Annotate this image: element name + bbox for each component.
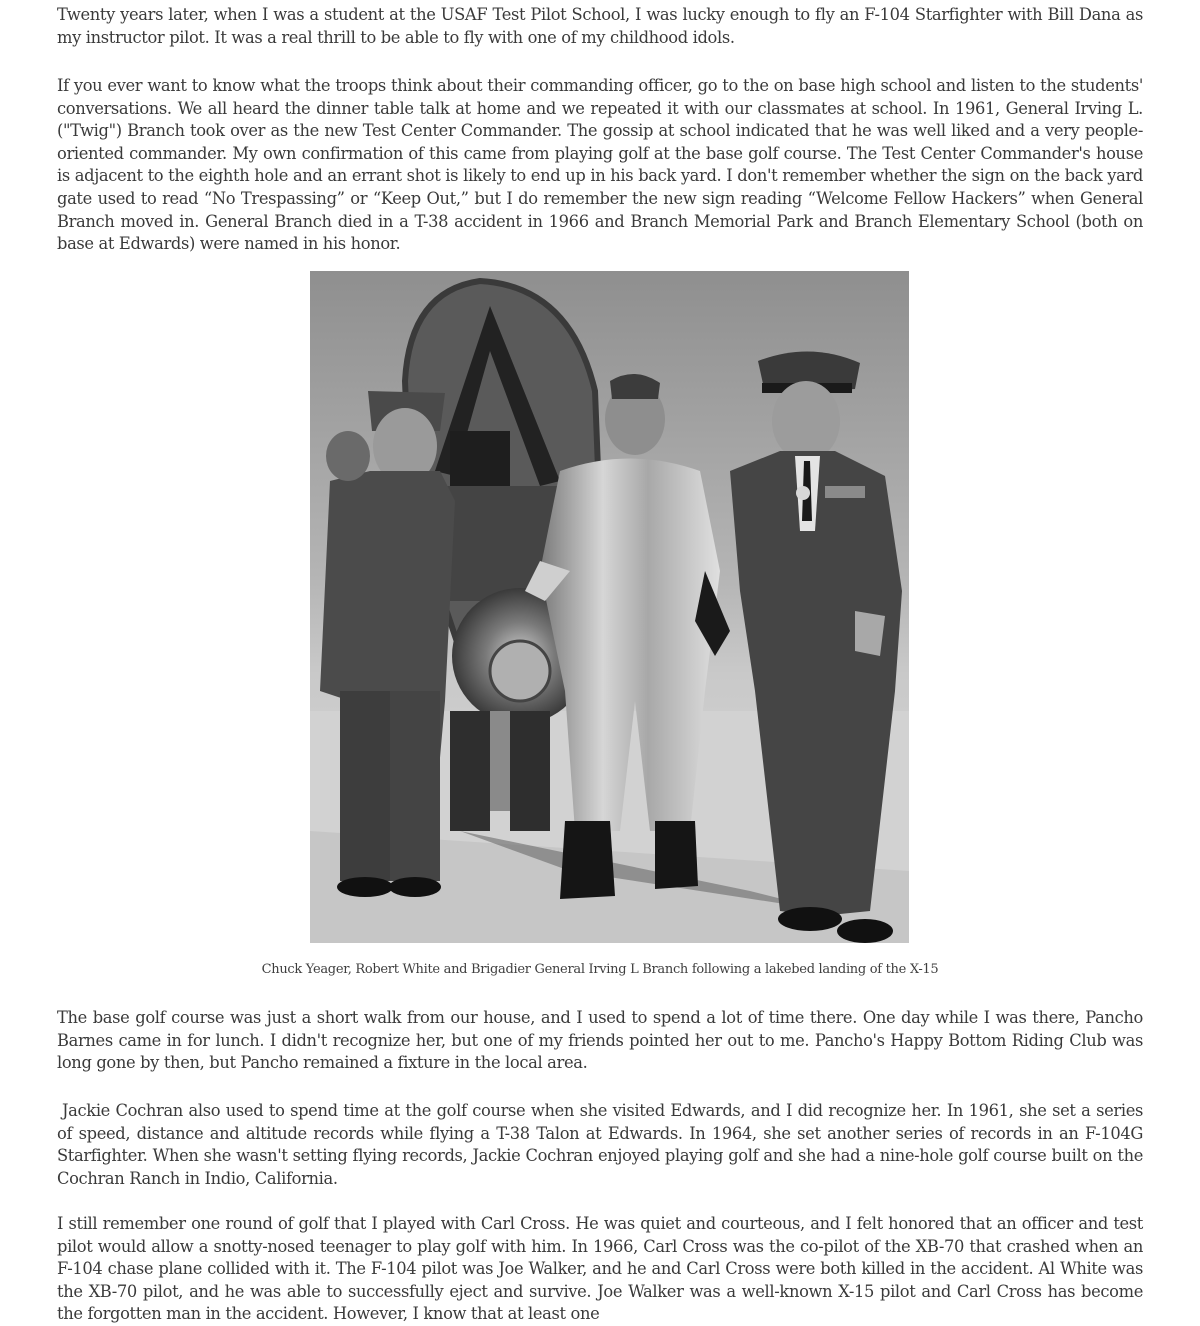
paragraph-general-branch: If you ever want to know what the troops think about their commanding officer, go to the on base high school and listen to the students' conversations. We all heard the dinner table talk at home and we repeated it with our classmates at school. In 1961, General Irving L. ("Twig") Branch took over as the new Test Center Commander. The gossip at school indicated that he was well liked and a very people-oriented commander. My own confirmation of this came from playing golf at the base golf course. The Test Center Commander's house is adjacent to the eighth hole and an errant shot is likely to end up in his back yard. I don't remember whether the sign on the back yard gate used to read “No Trespassing” or “Keep Out,” but I do remember the new sign reading “Welcome Fellow Hackers” when General Branch moved in. General Branch died in a T-38 accident in 1966 and Branch Memorial Park and Branch Elementary School (both on base at Edwards) were named in his honor. [57,76,1143,254]
photo-yeager-white-branch-x15 [310,271,909,943]
paragraph-pancho-barnes: The base golf course was just a short walk from our house, and I used to spend a lot of time there. One day while I was there, Pancho Barnes came in for lunch. I didn't recognize her, but one of my friends pointed her out to me. Pancho's Happy Bottom Riding Club was long gone by then, but Pancho remained a fixture in the local area. [57,1008,1143,1073]
paragraph-test-pilot-school: Twenty years later, when I was a student at the USAF Test Pilot School, I was lucky enough to fly an F-104 Starfighter with Bill Dana as my instructor pilot. It was a real thrill to be able to fly with one of my childhood idols. [57,5,1143,47]
photo-image [310,271,909,943]
paragraph-jackie-cochran: Jackie Cochran also used to spend time at the golf course when she visited Edwards, and I did recognize her. In 1961, she set a series of speed, distance and altitude records while flying a T-38 Talon at Edwards. In 1964, she set another series of records in an F-104G Starfighter. When she wasn't setting flying records, Jackie Cochran enjoyed playing golf and she had a nine-hole golf course built on the Cochran Ranch in Indio, California. [57,1101,1143,1188]
photo-caption: Chuck Yeager, Robert White and Brigadier General Irving L Branch following a lakebed landing of the X-15 [261,962,939,977]
paragraph-carl-cross: I still remember one round of golf that I played with Carl Cross. He was quiet and courteous, and I felt honored that an officer and test pilot would allow a snotty-nosed teenager to play golf with him. In 1966, Carl Cross was the co-pilot of the XB-70 that crashed when an F-104 chase plane collided with it. The F-104 pilot was Joe Walker, and he and Carl Cross were both killed in the accident. Al White was the XB-70 pilot, and he was able to successfully eject and survive. Joe Walker was a well-known X-15 pilot and Carl Cross has become the forgotten man in the accident. However, I know that at least one [57,1214,1143,1324]
